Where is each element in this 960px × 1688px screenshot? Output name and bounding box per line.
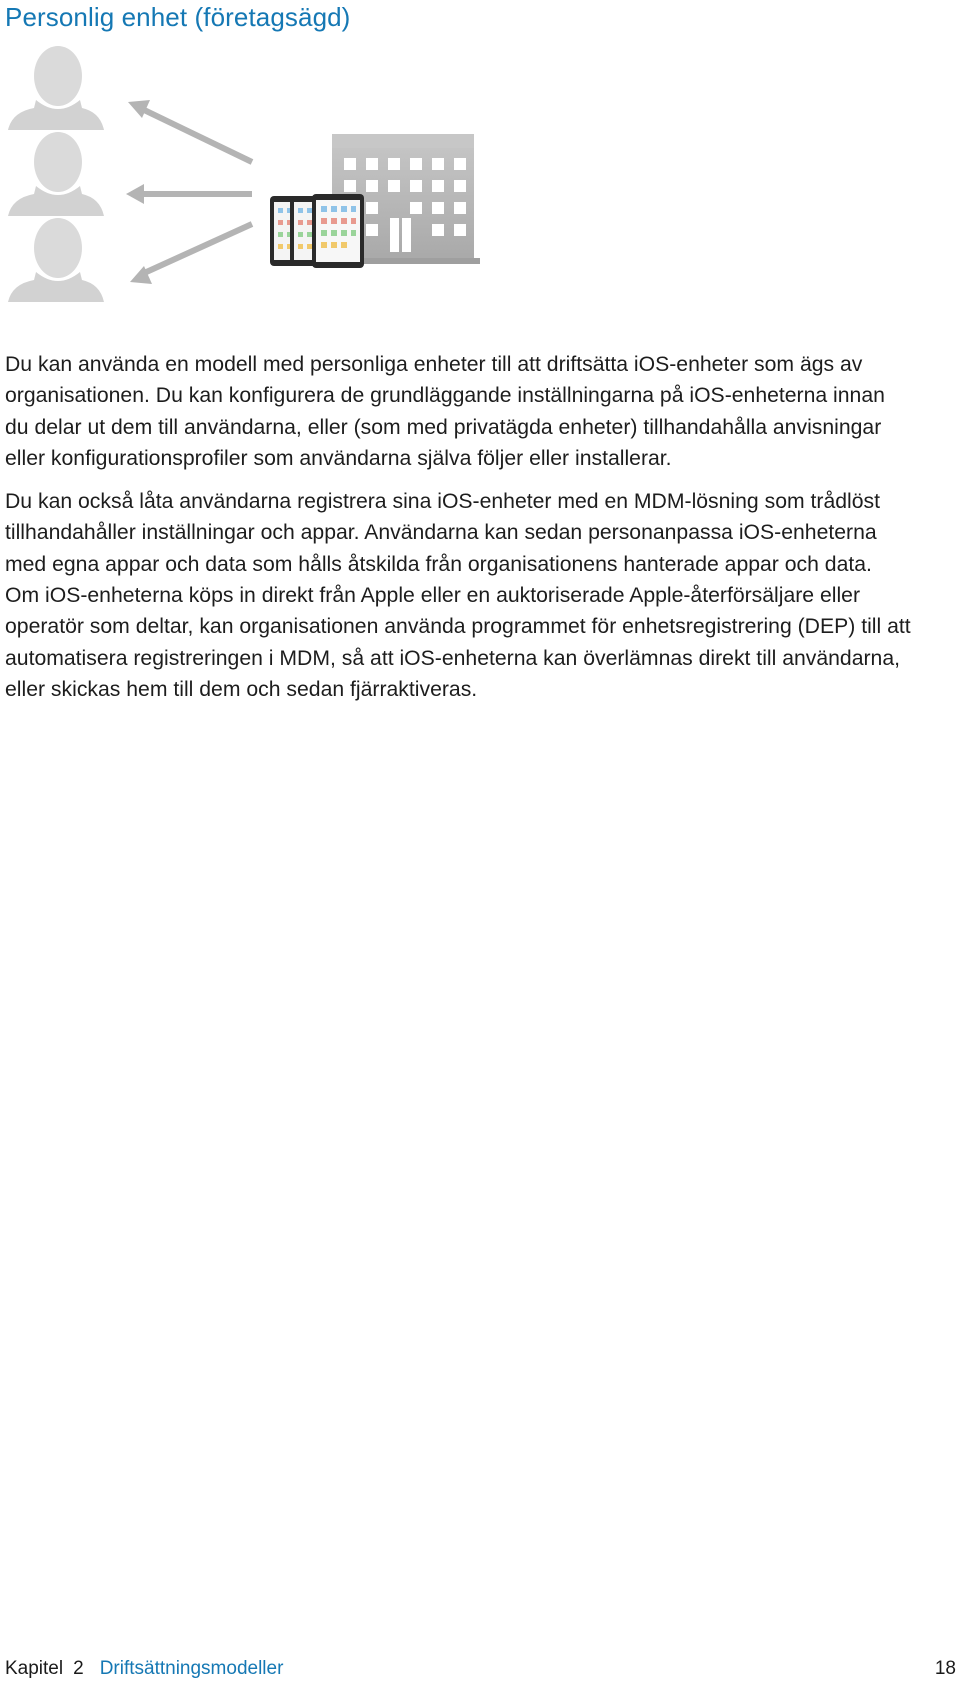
arrow-icon-bottom bbox=[130, 224, 252, 284]
paragraph-1-line: organisationen. Du kan konfigurera de grundläggande inställningarna på iOS-enheterna innan bbox=[5, 384, 885, 408]
person-icon-1 bbox=[8, 46, 104, 130]
paragraph-2-line: eller skickas hem till dem och sedan fjärraktiveras. bbox=[5, 677, 478, 701]
paragraph-2-line: tillhandahåller inställningar och appar. Användarna kan sedan personanpassa iOS-enheterna bbox=[5, 521, 877, 545]
arrow-icon-middle bbox=[126, 184, 252, 204]
page-footer bbox=[5, 1656, 956, 1682]
page-title: Personlig enhet (företagsägd) bbox=[5, 2, 351, 32]
arrow-icon-top bbox=[128, 100, 252, 162]
chapter-label: Kapitel bbox=[5, 1658, 64, 1679]
page-number: 18 bbox=[934, 1658, 956, 1679]
body-text bbox=[5, 349, 955, 705]
paragraph-2-line: Om iOS-enheterna köps in direkt från Apple eller en auktoriserade Apple-återförsäljare eller bbox=[5, 584, 861, 608]
ipad-icon-front bbox=[312, 194, 364, 268]
paragraph-2-line: automatisera registreringen i MDM, så att iOS-enheterna kan överlämnas direkt till användarna, bbox=[5, 646, 901, 670]
deployment-illustration bbox=[0, 40, 500, 340]
paragraph-2-line: Du kan också låta användarna registrera sina iOS-enheter med en MDM-lösning som trådlöst bbox=[5, 490, 880, 514]
paragraph-1-line: du delar ut dem till användarna, eller (som med privatägda enheter) tillhandahålla anvisningar bbox=[5, 415, 882, 439]
paragraph-2-line: med egna appar och data som hålls åtskilda från organisationens hanterade appar och data. bbox=[5, 552, 872, 576]
person-icon-2 bbox=[8, 132, 104, 216]
person-icon-3 bbox=[8, 218, 104, 302]
paragraph-2-line: operatör som deltar, kan organisationen använda programmet för enhetsregistrering (DEP) till att bbox=[5, 615, 911, 639]
chapter-title-link[interactable]: Driftsättningsmodeller bbox=[99, 1658, 284, 1679]
paragraph-1-line: eller konfigurationsprofiler som användarna själva följer eller installerar. bbox=[5, 446, 672, 470]
chapter-number: 2 bbox=[73, 1658, 84, 1679]
paragraph-1-line: Du kan använda en modell med personliga enheter till att driftsätta iOS-enheter som ägs av bbox=[5, 353, 863, 376]
